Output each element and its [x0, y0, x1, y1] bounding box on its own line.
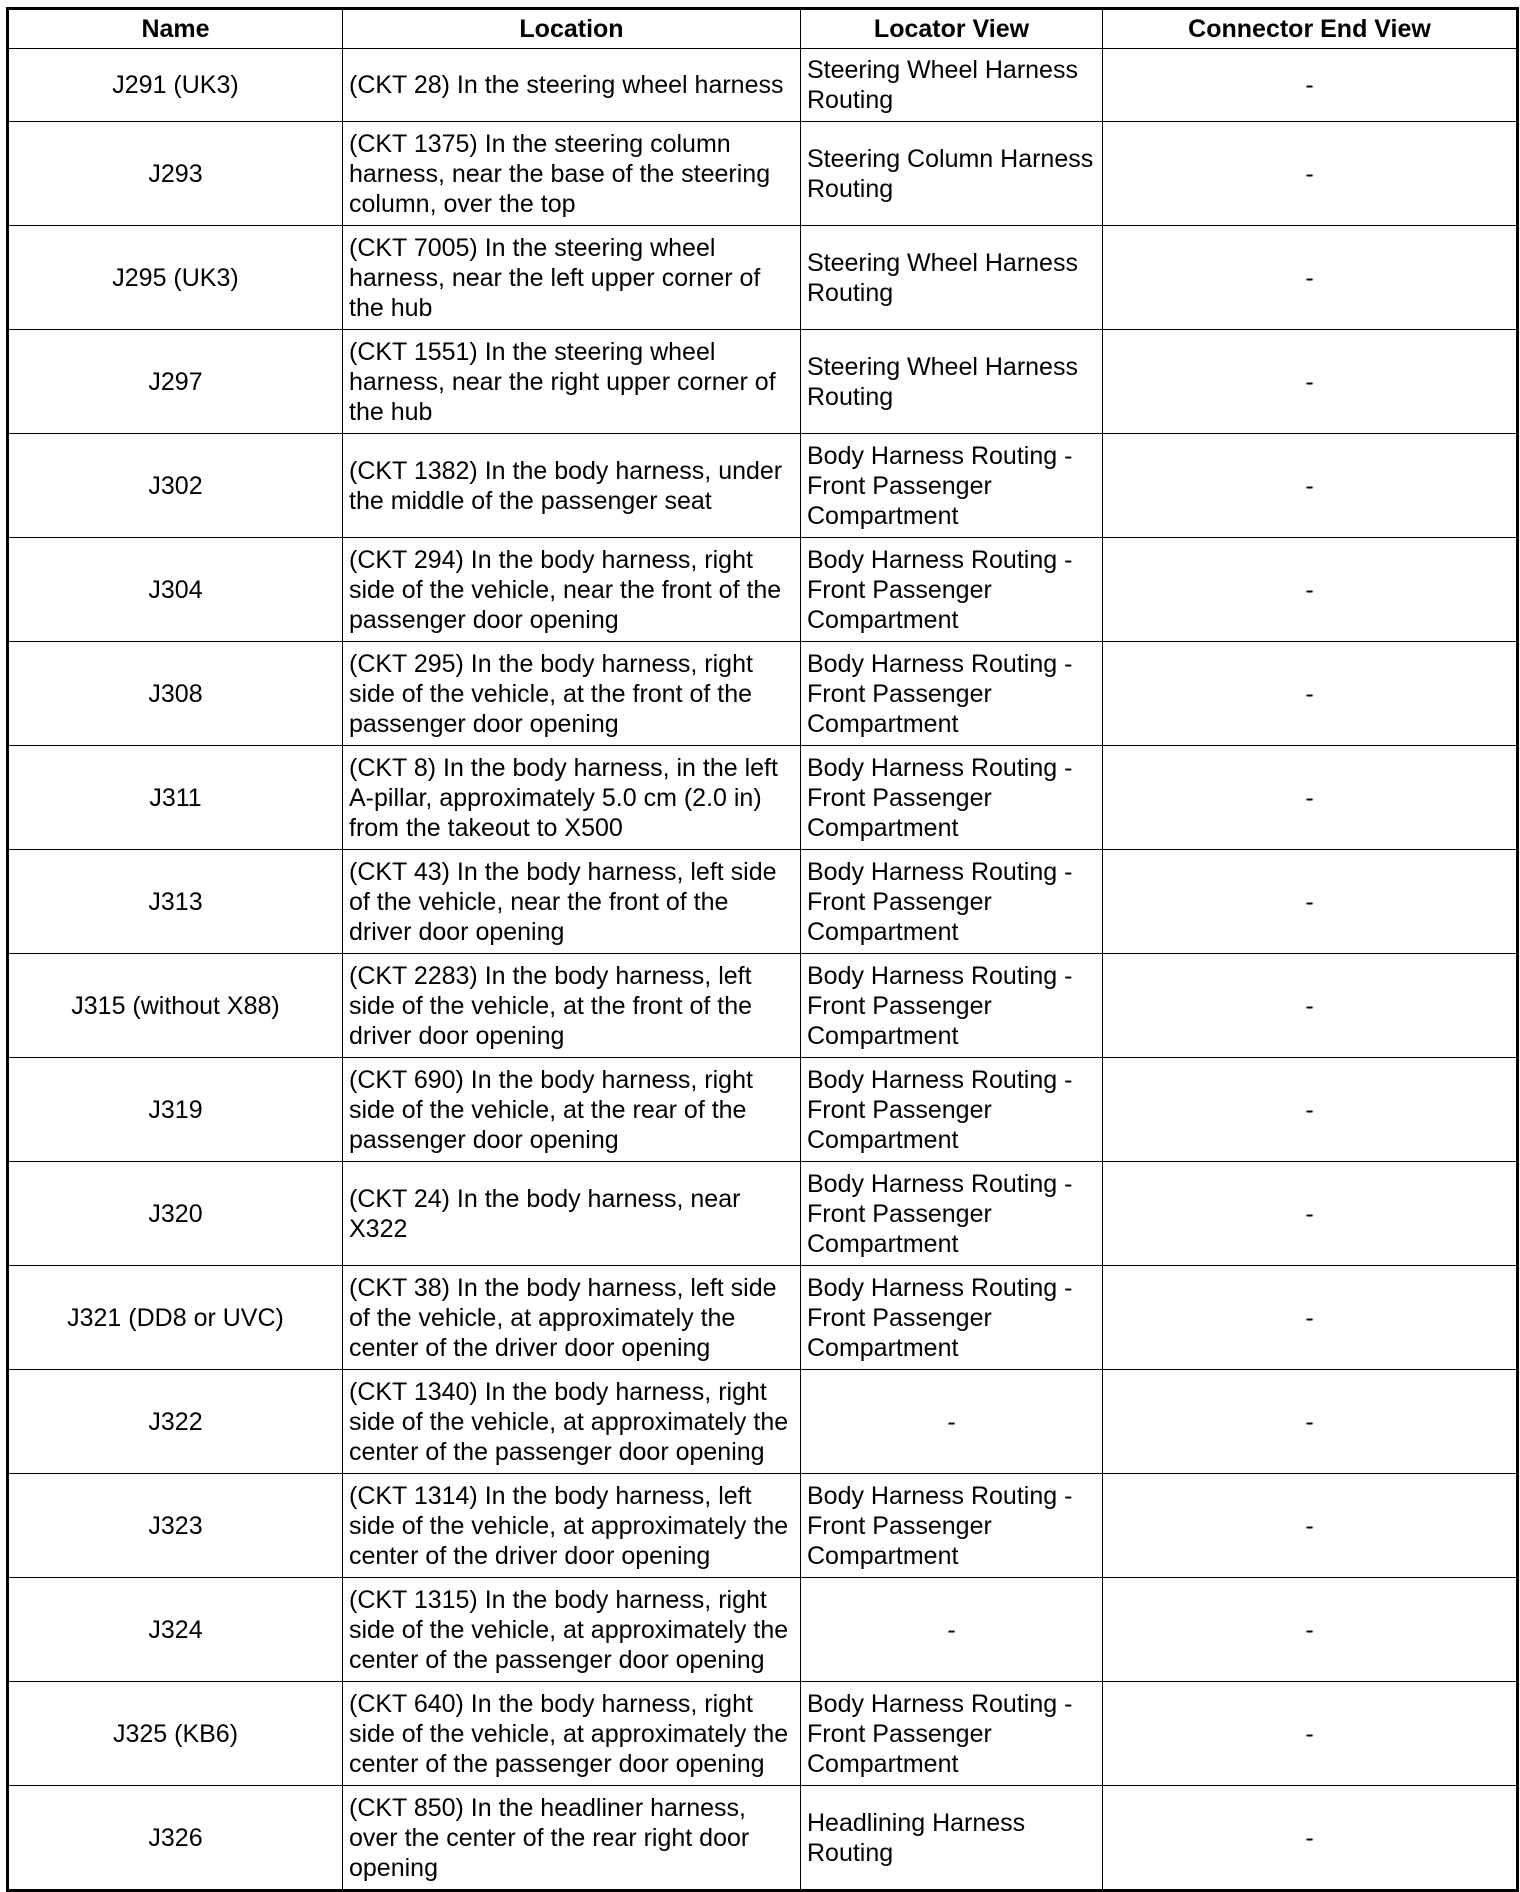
cell-locator-view: Steering Column Harness Routing — [801, 122, 1103, 226]
table-row — [8, 1370, 1518, 1474]
cell-name: J297 — [8, 330, 343, 434]
cell-name: J315 (without X88) — [8, 954, 343, 1058]
cell-connector-end-view: - — [1103, 954, 1518, 1058]
cell-connector-end-view: - — [1103, 1578, 1518, 1682]
cell-locator-view: Headlining Harness Routing — [801, 1786, 1103, 1891]
cell-name: J302 — [8, 434, 343, 538]
cell-locator-view: Steering Wheel Harness Routing — [801, 330, 1103, 434]
cell-name: J304 — [8, 538, 343, 642]
cell-name: J308 — [8, 642, 343, 746]
cell-location: (CKT 1382) In the body harness, under the middle of the passenger seat — [343, 434, 801, 538]
cell-locator-view: Body Harness Routing - Front Passenger Compartment — [801, 1162, 1103, 1266]
cell-location: (CKT 1340) In the body harness, right side of the vehicle, at approximately the center of the passenger door opening — [343, 1370, 801, 1474]
cell-location: (CKT 38) In the body harness, left side of the vehicle, at approximately the center of the driver door opening — [343, 1266, 801, 1370]
header-locator-view: Locator View — [801, 9, 1103, 49]
cell-connector-end-view: - — [1103, 746, 1518, 850]
cell-name: J321 (DD8 or UVC) — [8, 1266, 343, 1370]
cell-locator-view: Steering Wheel Harness Routing — [801, 49, 1103, 122]
cell-location: (CKT 28) In the steering wheel harness — [343, 49, 801, 122]
table-row — [8, 1266, 1518, 1370]
cell-connector-end-view: - — [1103, 642, 1518, 746]
cell-locator-view: Body Harness Routing - Front Passenger Compartment — [801, 434, 1103, 538]
cell-name: J323 — [8, 1474, 343, 1578]
cell-locator-view: Body Harness Routing - Front Passenger Compartment — [801, 1058, 1103, 1162]
cell-locator-view: Body Harness Routing - Front Passenger Compartment — [801, 850, 1103, 954]
cell-location: (CKT 24) In the body harness, near X322 — [343, 1162, 801, 1266]
table-row — [8, 746, 1518, 850]
cell-location: (CKT 295) In the body harness, right side of the vehicle, at the front of the passenger door opening — [343, 642, 801, 746]
cell-location: (CKT 7005) In the steering wheel harness, near the left upper corner of the hub — [343, 226, 801, 330]
cell-location: (CKT 1314) In the body harness, left side of the vehicle, at approximately the center of the driver door opening — [343, 1474, 801, 1578]
cell-location: (CKT 1375) In the steering column harness, near the base of the steering column, over the top — [343, 122, 801, 226]
table-row — [8, 226, 1518, 330]
cell-name: J291 (UK3) — [8, 49, 343, 122]
cell-connector-end-view: - — [1103, 226, 1518, 330]
cell-locator-view: Body Harness Routing - Front Passenger Compartment — [801, 1474, 1103, 1578]
table-row — [8, 1162, 1518, 1266]
cell-locator-view: Body Harness Routing - Front Passenger Compartment — [801, 746, 1103, 850]
cell-connector-end-view: - — [1103, 49, 1518, 122]
table-row — [8, 49, 1518, 122]
table-row — [8, 122, 1518, 226]
cell-location: (CKT 690) In the body harness, right side of the vehicle, at the rear of the passenger door opening — [343, 1058, 801, 1162]
cell-location: (CKT 294) In the body harness, right side of the vehicle, near the front of the passenger door opening — [343, 538, 801, 642]
table-row — [8, 954, 1518, 1058]
cell-connector-end-view: - — [1103, 1266, 1518, 1370]
cell-locator-view: Body Harness Routing - Front Passenger Compartment — [801, 1682, 1103, 1786]
cell-name: J319 — [8, 1058, 343, 1162]
cell-location: (CKT 640) In the body harness, right side of the vehicle, at approximately the center of the passenger door opening — [343, 1682, 801, 1786]
cell-name: J322 — [8, 1370, 343, 1474]
cell-connector-end-view: - — [1103, 1058, 1518, 1162]
cell-location: (CKT 1315) In the body harness, right side of the vehicle, at approximately the center of the passenger door opening — [343, 1578, 801, 1682]
cell-locator-view: Steering Wheel Harness Routing — [801, 226, 1103, 330]
cell-name: J326 — [8, 1786, 343, 1891]
table-row — [8, 1058, 1518, 1162]
table-body — [8, 49, 1518, 1891]
cell-location: (CKT 1551) In the steering wheel harness, near the right upper corner of the hub — [343, 330, 801, 434]
cell-connector-end-view: - — [1103, 330, 1518, 434]
cell-name: J313 — [8, 850, 343, 954]
cell-locator-view: Body Harness Routing - Front Passenger Compartment — [801, 642, 1103, 746]
cell-location: (CKT 850) In the headliner harness, over the center of the rear right door opening — [343, 1786, 801, 1891]
cell-connector-end-view: - — [1103, 1370, 1518, 1474]
table-row — [8, 1682, 1518, 1786]
header-row — [8, 9, 1518, 49]
cell-name: J293 — [8, 122, 343, 226]
cell-connector-end-view: - — [1103, 1162, 1518, 1266]
cell-connector-end-view: - — [1103, 122, 1518, 226]
table-row — [8, 538, 1518, 642]
cell-connector-end-view: - — [1103, 850, 1518, 954]
header-name: Name — [8, 9, 343, 49]
cell-connector-end-view: - — [1103, 1474, 1518, 1578]
cell-locator-view: - — [801, 1578, 1103, 1682]
cell-name: J320 — [8, 1162, 343, 1266]
cell-connector-end-view: - — [1103, 434, 1518, 538]
cell-location: (CKT 43) In the body harness, left side of the vehicle, near the front of the driver door opening — [343, 850, 801, 954]
table-row — [8, 850, 1518, 954]
cell-location: (CKT 8) In the body harness, in the left A-pillar, approximately 5.0 cm (2.0 in) from the takeout to X500 — [343, 746, 801, 850]
cell-name: J325 (KB6) — [8, 1682, 343, 1786]
cell-locator-view: Body Harness Routing - Front Passenger Compartment — [801, 1266, 1103, 1370]
cell-name: J324 — [8, 1578, 343, 1682]
cell-connector-end-view: - — [1103, 1786, 1518, 1891]
table-row — [8, 1578, 1518, 1682]
table-row — [8, 642, 1518, 746]
table-row — [8, 1786, 1518, 1891]
cell-locator-view: - — [801, 1370, 1103, 1474]
cell-name: J295 (UK3) — [8, 226, 343, 330]
cell-connector-end-view: - — [1103, 1682, 1518, 1786]
table-row — [8, 330, 1518, 434]
cell-locator-view: Body Harness Routing - Front Passenger Compartment — [801, 538, 1103, 642]
cell-name: J311 — [8, 746, 343, 850]
cell-location: (CKT 2283) In the body harness, left side of the vehicle, at the front of the driver door opening — [343, 954, 801, 1058]
cell-connector-end-view: - — [1103, 538, 1518, 642]
header-location: Location — [343, 9, 801, 49]
table-row — [8, 434, 1518, 538]
cell-locator-view: Body Harness Routing - Front Passenger Compartment — [801, 954, 1103, 1058]
table-row — [8, 1474, 1518, 1578]
splice-locations-table — [6, 7, 1519, 1892]
header-connector-end-view: Connector End View — [1103, 9, 1518, 49]
